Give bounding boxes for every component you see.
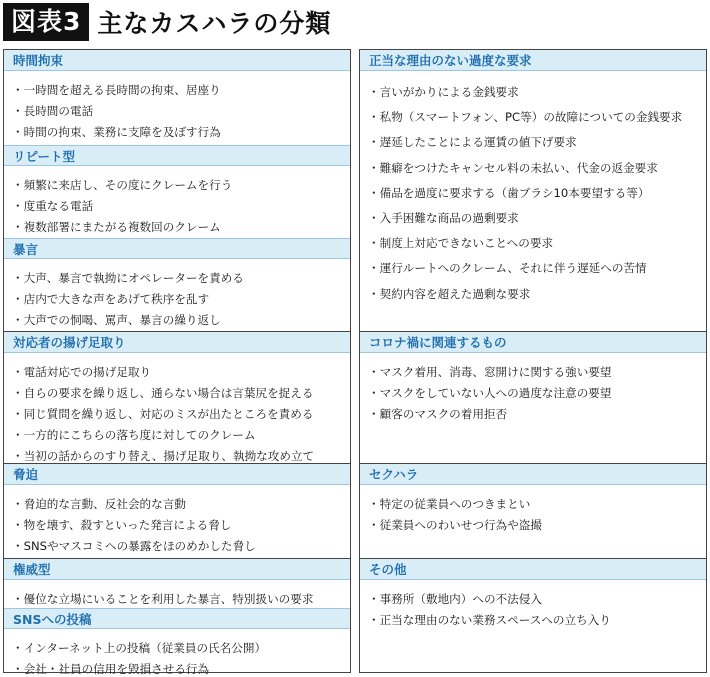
list-item: ・ SNSやマスコミへの暴露をほのめかした脅し (12, 536, 350, 557)
list-item: ・ 同じ質問を繰り返し、対応のミスが出たところを責める (12, 404, 350, 425)
section-abusive-language (4, 238, 350, 331)
list-item: ・ 時間の拘束、業務に支障を及ぼす行為 (12, 122, 350, 143)
section-covid (360, 331, 706, 463)
section-repeat (4, 145, 350, 238)
list-item: ・ インターネット上の投稿（従業員の氏名公開） (12, 638, 350, 659)
section-authority (4, 558, 350, 608)
item-list (4, 71, 350, 143)
section-other (360, 558, 706, 674)
item-list (4, 166, 350, 238)
list-item: ・ 事務所（敷地内）への不法侵入 (368, 589, 706, 610)
list-item: ・ 特定の従業員へのつきまとい (368, 494, 706, 515)
section-title: リピート型 (4, 145, 350, 166)
section-threat (4, 463, 350, 558)
list-item: ・ マスク着用、消毒、窓開けに関する強い要望 (368, 362, 706, 383)
left-panel (3, 49, 351, 676)
section-title: 対応者の揚げ足取り (4, 332, 350, 353)
section-title: その他 (360, 559, 706, 580)
list-item: ・ 従業員へのわいせつ行為や盗撮 (368, 515, 706, 536)
section-title: 脅迫 (4, 464, 350, 485)
section-excessive-demands (360, 50, 706, 331)
item-list (4, 580, 350, 610)
list-item: ・ 難癖をつけたキャンセル料の未払い、代金の返金要求 (368, 156, 706, 181)
figure-title: 主なカスハラの分類 (97, 9, 332, 38)
item-list (4, 353, 350, 467)
list-item: ・ 自らの要求を繰り返し、通らない場合は言葉尻を捉える (12, 383, 350, 404)
section-time-restraint (4, 50, 350, 145)
figure-header (3, 3, 331, 41)
list-item: ・ 複数部署にまたがる複数回のクレーム (12, 217, 350, 238)
list-item: ・ 店内で大きな声をあげて秩序を乱す (12, 289, 350, 310)
item-list (4, 259, 350, 331)
item-list (360, 353, 706, 425)
item-list (360, 580, 706, 631)
section-nitpicking (4, 331, 350, 463)
section-title: 暴言 (4, 238, 350, 259)
list-item: ・ 入手困難な商品の過剰要求 (368, 206, 706, 231)
section-sns-posting (4, 608, 350, 674)
item-list (360, 485, 706, 536)
list-item: ・ 備品を過度に要求する（歯ブラシ10本要望する等） (368, 181, 706, 206)
list-item: ・ 物を壊す、殺すといった発言による脅し (12, 515, 350, 536)
list-item: ・ 顧客のマスクの着用拒否 (368, 404, 706, 425)
list-item: ・ 運行ルートへのクレーム、それに伴う遅延への苦情 (368, 256, 706, 281)
list-item: ・ 大声での恫喝、罵声、暴言の繰り返し (12, 310, 350, 331)
item-list (360, 71, 706, 307)
list-item: ・ 会社・社員の信用を毀損させる行為 (12, 659, 350, 677)
list-item: ・ 長時間の電話 (12, 101, 350, 122)
list-item: ・ 優位な立場にいることを利用した暴言、特別扱いの要求 (12, 589, 350, 610)
list-item: ・ 契約内容を超えた過剰な要求 (368, 282, 706, 307)
section-title: セクハラ (360, 464, 706, 485)
section-title: 正当な理由のない過度な要求 (360, 50, 706, 71)
section-sexual-harassment (360, 463, 706, 558)
list-item: ・ 制度上対応できないことへの要求 (368, 231, 706, 256)
list-item: ・ 大声、暴言で執拗にオペレーターを責める (12, 268, 350, 289)
list-item: ・ 当初の話からのすり替え、揚げ足取り、執拗な攻め立て (12, 446, 350, 467)
list-item: ・ 一方的にこちらの落ち度に対してのクレーム (12, 425, 350, 446)
item-list (4, 629, 350, 677)
section-title: 権威型 (4, 559, 350, 580)
item-list (4, 485, 350, 557)
list-item: ・ 私物（スマートフォン、PC等）の故障についての金銭要求 (368, 105, 706, 130)
list-item: ・ 言いがかりによる金銭要求 (368, 80, 706, 105)
list-item: ・ 正当な理由のない業務スペースへの立ち入り (368, 610, 706, 631)
list-item: ・ 電話対応での揚げ足取り (12, 362, 350, 383)
list-item: ・ マスクをしていない人への過度な注意の要望 (368, 383, 706, 404)
list-item: ・ 一時間を超える長時間の拘束、居座り (12, 80, 350, 101)
section-title: コロナ禍に関連するもの (360, 332, 706, 353)
section-title: 時間拘束 (4, 50, 350, 71)
list-item: ・ 脅迫的な言動、反社会的な言動 (12, 494, 350, 515)
list-item: ・ 遅延したことによる運賃の値下げ要求 (368, 130, 706, 155)
list-item: ・ 度重なる電話 (12, 196, 350, 217)
section-title: SNSへの投稿 (4, 608, 350, 629)
figure-label: 図表3 (3, 3, 89, 41)
right-panel (359, 49, 707, 673)
list-item: ・ 頻繁に来店し、その度にクレームを行う (12, 175, 350, 196)
